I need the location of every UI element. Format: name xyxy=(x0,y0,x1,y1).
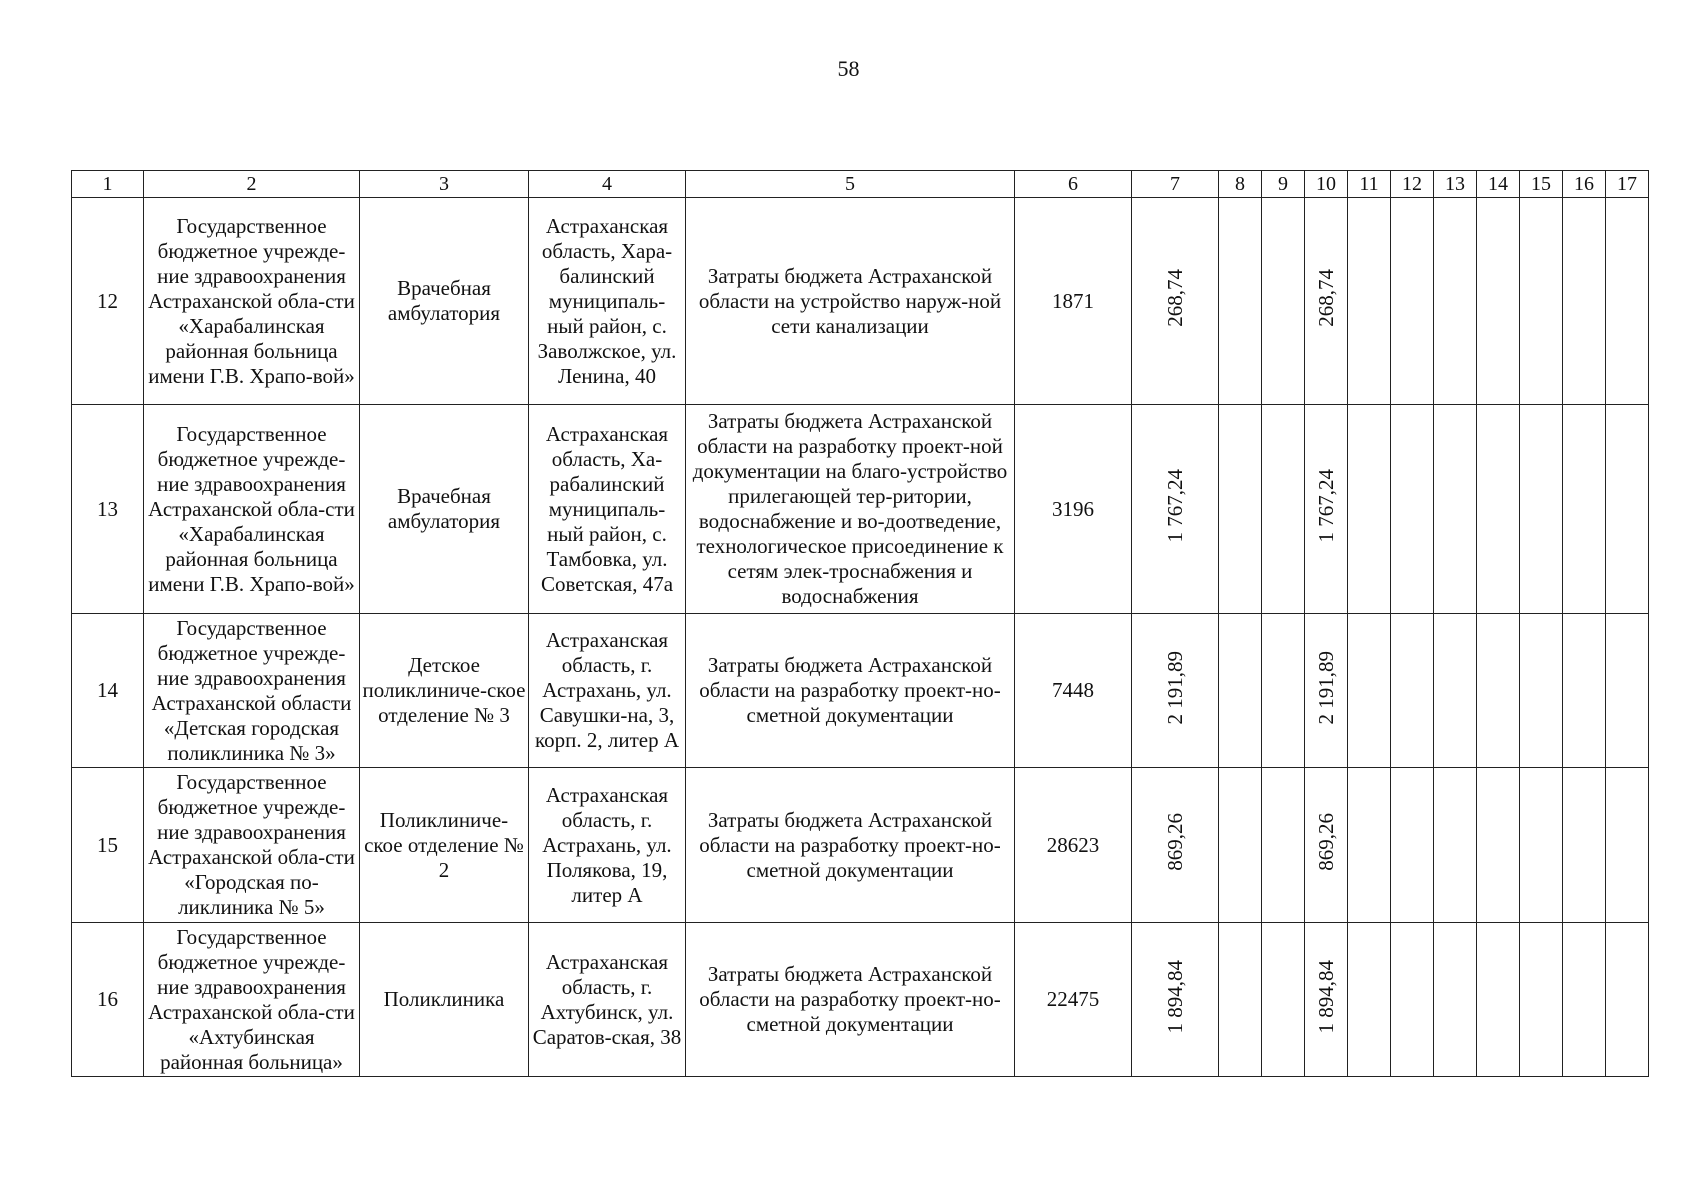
empty-cell xyxy=(1563,614,1606,768)
column-header: 8 xyxy=(1219,171,1262,198)
row-number: 15 xyxy=(72,768,144,923)
empty-cell xyxy=(1520,923,1563,1077)
empty-cell xyxy=(1391,614,1434,768)
col10-cell xyxy=(1305,614,1348,768)
institution-cell: Государственное бюджетное учрежде-ние здравоохранения Астраханской обла-сти «Харабалинская районная больница имени Г.В. Храпо-вой» xyxy=(144,405,360,614)
empty-cell xyxy=(1434,923,1477,1077)
col10-value: 2 191,89 xyxy=(1314,650,1338,725)
empty-cell xyxy=(1606,614,1649,768)
description-cell: Затраты бюджета Астраханской области на разработку проект-но-сметной документации xyxy=(686,768,1015,923)
column-header: 1 xyxy=(72,171,144,198)
col10-value: 1 767,24 xyxy=(1314,469,1338,543)
col7-cell xyxy=(1132,198,1219,405)
row-number: 13 xyxy=(72,405,144,614)
empty-cell xyxy=(1563,768,1606,923)
column-header: 16 xyxy=(1563,171,1606,198)
empty-cell xyxy=(1348,198,1391,405)
column-header: 6 xyxy=(1015,171,1132,198)
facility-cell: Поликлиника xyxy=(360,923,529,1077)
empty-cell xyxy=(1434,405,1477,614)
column-header: 7 xyxy=(1132,171,1219,198)
empty-cell xyxy=(1262,405,1305,614)
col6-cell: 22475 xyxy=(1015,923,1132,1077)
empty-cell xyxy=(1434,768,1477,923)
empty-cell xyxy=(1391,405,1434,614)
institution-cell: Государственное бюджетное учрежде-ние здравоохранения Астраханской обла-сти «Городская по-ликлиника № 5» xyxy=(144,768,360,923)
empty-cell xyxy=(1262,614,1305,768)
empty-cell xyxy=(1520,614,1563,768)
institution-cell: Государственное бюджетное учрежде-ние здравоохранения Астраханской обла-сти «Харабалинская районная больница имени Г.В. Храпо-вой» xyxy=(144,198,360,405)
empty-cell xyxy=(1606,198,1649,405)
description-cell: Затраты бюджета Астраханской области на устройство наруж-ной сети канализации xyxy=(686,198,1015,405)
empty-cell xyxy=(1348,614,1391,768)
empty-cell xyxy=(1262,923,1305,1077)
col10-cell xyxy=(1305,405,1348,614)
facility-cell: Детское поликлиниче-ское отделение № 3 xyxy=(360,614,529,768)
empty-cell xyxy=(1563,405,1606,614)
column-header: 14 xyxy=(1477,171,1520,198)
column-header: 17 xyxy=(1606,171,1649,198)
address-cell: Астраханская область, г. Астрахань, ул. Полякова, 19, литер А xyxy=(529,768,686,923)
empty-cell xyxy=(1520,768,1563,923)
facility-cell: Врачебная амбулатория xyxy=(360,198,529,405)
col10-value: 268,74 xyxy=(1314,269,1338,327)
col7-value: 869,26 xyxy=(1163,813,1187,871)
column-header: 12 xyxy=(1391,171,1434,198)
empty-cell xyxy=(1391,768,1434,923)
column-header: 13 xyxy=(1434,171,1477,198)
col7-cell xyxy=(1132,768,1219,923)
empty-cell xyxy=(1477,923,1520,1077)
col7-value: 2 191,89 xyxy=(1163,650,1187,725)
empty-cell xyxy=(1391,198,1434,405)
empty-cell xyxy=(1520,405,1563,614)
address-cell: Астраханская область, Хара-балинский муниципаль-ный район, с. Заволжское, ул. Ленина, 40 xyxy=(529,198,686,405)
column-header: 2 xyxy=(144,171,360,198)
empty-cell xyxy=(1606,923,1649,1077)
table-row xyxy=(72,198,1649,405)
empty-cell xyxy=(1563,198,1606,405)
col10-cell xyxy=(1305,198,1348,405)
row-number: 16 xyxy=(72,923,144,1077)
empty-cell xyxy=(1434,198,1477,405)
empty-cell xyxy=(1434,614,1477,768)
col10-value: 1 894,84 xyxy=(1314,959,1338,1034)
col6-cell: 28623 xyxy=(1015,768,1132,923)
col7-cell xyxy=(1132,405,1219,614)
col6-cell: 7448 xyxy=(1015,614,1132,768)
empty-cell xyxy=(1219,923,1262,1077)
description-cell: Затраты бюджета Астраханской области на разработку проект-но-сметной документации xyxy=(686,614,1015,768)
address-cell: Астраханская область, Ха-рабалинский муниципаль-ный район, с. Тамбовка, ул. Советская, 47а xyxy=(529,405,686,614)
table-row xyxy=(72,923,1649,1077)
column-header: 9 xyxy=(1262,171,1305,198)
col6-cell: 3196 xyxy=(1015,405,1132,614)
empty-cell xyxy=(1477,614,1520,768)
row-number: 12 xyxy=(72,198,144,405)
header-row xyxy=(72,171,1649,198)
col10-cell xyxy=(1305,923,1348,1077)
empty-cell xyxy=(1262,768,1305,923)
column-header: 10 xyxy=(1305,171,1348,198)
empty-cell xyxy=(1563,923,1606,1077)
empty-cell xyxy=(1477,768,1520,923)
facility-cell: Врачебная амбулатория xyxy=(360,405,529,614)
empty-cell xyxy=(1219,768,1262,923)
empty-cell xyxy=(1606,405,1649,614)
page-number: 58 xyxy=(837,56,860,81)
description-cell: Затраты бюджета Астраханской области на разработку проект-но-сметной документации xyxy=(686,923,1015,1077)
col7-value: 268,74 xyxy=(1163,269,1187,327)
empty-cell xyxy=(1606,768,1649,923)
empty-cell xyxy=(1219,614,1262,768)
empty-cell xyxy=(1348,923,1391,1077)
description-cell: Затраты бюджета Астраханской области на разработку проект-ной документации на благо-устройство прилегающей тер-ритории, водоснабжение и во-доотведение, технологическое присоединение к сетям элек-троснабжения и водоснабжения xyxy=(686,405,1015,614)
empty-cell xyxy=(1520,198,1563,405)
col6-cell: 1871 xyxy=(1015,198,1132,405)
address-cell: Астраханская область, г. Ахтубинск, ул. Саратов-ская, 38 xyxy=(529,923,686,1077)
col10-value: 869,26 xyxy=(1314,813,1338,871)
column-header: 11 xyxy=(1348,171,1391,198)
column-header: 5 xyxy=(686,171,1015,198)
column-header: 3 xyxy=(360,171,529,198)
empty-cell xyxy=(1477,405,1520,614)
institution-cell: Государственное бюджетное учрежде-ние здравоохранения Астраханской области «Детская городская поликлиника № 3» xyxy=(144,614,360,768)
column-header: 4 xyxy=(529,171,686,198)
empty-cell xyxy=(1219,198,1262,405)
col7-cell xyxy=(1132,923,1219,1077)
col10-cell xyxy=(1305,768,1348,923)
register-table xyxy=(71,170,1649,1077)
empty-cell xyxy=(1477,198,1520,405)
table-row xyxy=(72,614,1649,768)
col7-value: 1 894,84 xyxy=(1163,959,1187,1034)
column-header: 15 xyxy=(1520,171,1563,198)
address-cell: Астраханская область, г. Астрахань, ул. Савушки-на, 3, корп. 2, литер А xyxy=(529,614,686,768)
table-row xyxy=(72,405,1649,614)
empty-cell xyxy=(1219,405,1262,614)
empty-cell xyxy=(1391,923,1434,1077)
col7-cell xyxy=(1132,614,1219,768)
facility-cell: Поликлиниче-ское отделение № 2 xyxy=(360,768,529,923)
empty-cell xyxy=(1348,405,1391,614)
institution-cell: Государственное бюджетное учрежде-ние здравоохранения Астраханской обла-сти «Ахтубинская районная больница» xyxy=(144,923,360,1077)
empty-cell xyxy=(1262,198,1305,405)
table-row xyxy=(72,768,1649,923)
row-number: 14 xyxy=(72,614,144,768)
empty-cell xyxy=(1348,768,1391,923)
col7-value: 1 767,24 xyxy=(1163,469,1187,543)
